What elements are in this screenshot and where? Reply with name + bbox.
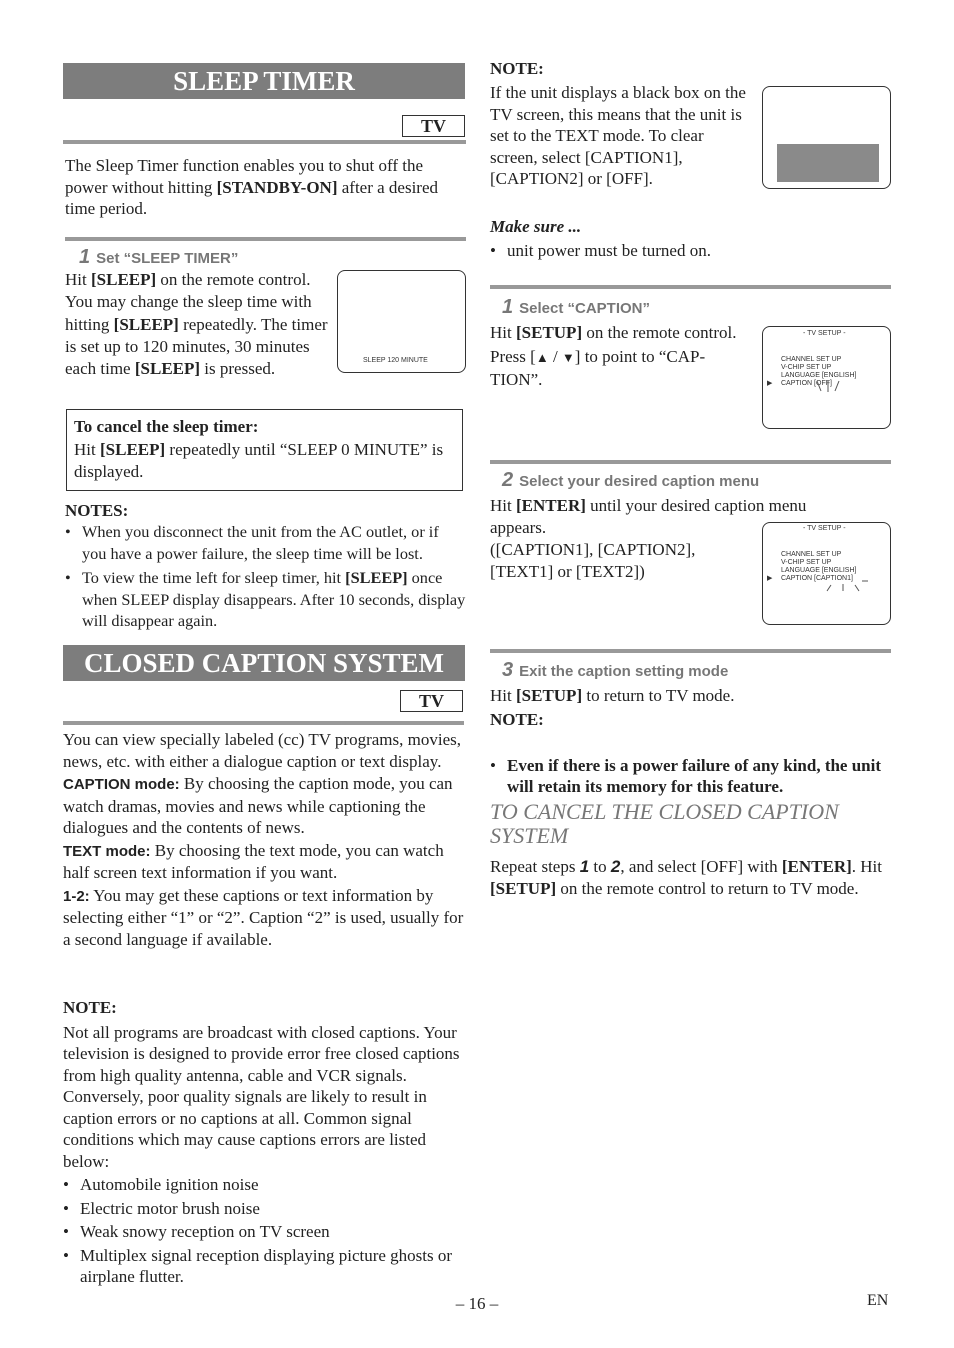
cc-body xyxy=(63,729,465,950)
cc-1-2: 1-2: You may get these captions or text information by selecting either “1” or “2”. Caption “2” is used, usually for a second language if available. xyxy=(63,885,464,949)
page-number: – 16 – xyxy=(455,1294,499,1313)
cc-bullet: • Multiplex signal reception displaying picture ghosts or airplane flutter. xyxy=(63,1245,465,1288)
cc-step2-text-a: Hit [ENTER] until your desired caption menu appears. xyxy=(490,496,807,537)
blink-marks-icon xyxy=(823,577,869,593)
divider xyxy=(65,237,466,241)
sleep-step1-title: 1 Set “SLEEP TIMER” xyxy=(79,246,239,268)
sleep-note-2: • To view the time left for sleep timer, hit [SLEEP] once when SLEEP display disappears. After 10 seconds, display will disappear again. xyxy=(65,567,467,632)
cancel-sleep-title: To cancel the sleep timer: xyxy=(74,417,259,436)
sleep-screen-text: SLEEP 120 MINUTE xyxy=(363,357,428,364)
menu-item-selected: CAPTION [OFF] xyxy=(781,380,832,387)
closed-caption-title: CLOSED CAPTION SYSTEM xyxy=(63,645,465,681)
cc-note-title: NOTE: xyxy=(63,998,117,1017)
black-box-illustration xyxy=(777,144,879,182)
sleep-timer-title: SLEEP TIMER xyxy=(63,63,465,99)
cc-caption-mode: CAPTION mode: By choosing the caption mode, you can watch dramas, movies and news while captioning the dialogues and the contents of news. xyxy=(63,774,453,837)
make-sure-item: • unit power must be turned on. xyxy=(490,240,887,262)
make-sure-title: Make sure ... xyxy=(490,217,582,236)
cancel-cc-text: Repeat steps 1 to 2, and select [OFF] with [ENTER]. Hit [SETUP] on the remote control to return to TV mode. xyxy=(490,857,882,898)
cc-step1-text-b: Press [▲ / ▼] to point to “CAP-TION”. xyxy=(490,347,706,389)
sleep-notes-title: NOTES: xyxy=(65,501,129,520)
cancel-sleep-text: Hit [SLEEP] repeatedly until “SLEEP 0 MINUTE” is displayed. xyxy=(74,439,444,481)
cc-note xyxy=(63,997,465,1288)
sleep-screen xyxy=(337,270,466,373)
cc-bullet: • Weak snowy reception on TV screen xyxy=(63,1221,465,1243)
cc-intro: You can view specially labeled (cc) TV programs, movies, news, etc. with either a dialogue caption or text display. xyxy=(63,730,461,771)
cc-tv-label: TV xyxy=(400,690,463,712)
cc-step3-note: • Even if there is a power failure of any kind, the unit will retain its memory for this feature. xyxy=(490,755,902,798)
menu-header: - TV SETUP - xyxy=(803,525,846,532)
black-box-screen xyxy=(762,86,891,189)
cancel-sleep-box xyxy=(66,409,463,491)
cc-note-bullets xyxy=(63,1174,465,1288)
caption-menu-screen-2 xyxy=(762,522,891,625)
cc-step1-text-a: Hit [SETUP] on the remote control. xyxy=(490,323,737,342)
cc-step3-title: 3 Exit the caption setting mode xyxy=(502,659,729,681)
cc-step1-title: 1 Select “CAPTION” xyxy=(502,296,650,318)
cc-bullet: • Electric motor brush noise xyxy=(63,1198,465,1220)
menu-item: V-CHIP SET UP xyxy=(781,559,832,566)
menu-item: CHANNEL SET UP xyxy=(781,356,842,363)
divider xyxy=(63,721,464,725)
cc-step3-note-title: NOTE: xyxy=(490,710,544,729)
sleep-step1-text: Hit [SLEEP] on the remote control. You may change the sleep time with hitting [SLEEP] repeatedly. The timer is set up to 120 minutes, 30 minutes each time [SLEEP] is pressed. xyxy=(65,270,328,379)
right-note-title: NOTE: xyxy=(490,59,544,78)
right-note-text: If the unit displays a black box on the TV screen, this means that the unit is set to the TEXT mode. To clear screen, select [CAPTION1], [CAPTION2] or [OFF]. xyxy=(490,83,746,188)
cancel-cc-heading: TO CANCEL THE CLOSED CAPTION SYSTEM xyxy=(490,799,839,848)
cc-text-mode: TEXT mode: By choosing the text mode, you can watch half screen text information if you want. xyxy=(63,840,444,882)
blink-marks-icon xyxy=(813,379,843,395)
menu-item-selected: CAPTION [CAPTION1] xyxy=(781,575,853,582)
menu-item: LANGUAGE [ENGLISH] xyxy=(781,567,857,574)
menu-item: V-CHIP SET UP xyxy=(781,364,832,371)
divider xyxy=(490,649,891,653)
menu-header: - TV SETUP - xyxy=(803,330,846,337)
cc-step2-text-b: ([CAPTION1], [CAPTION2], [TEXT1] or [TEXT2]) xyxy=(490,540,696,581)
divider xyxy=(490,460,891,464)
cc-step2-title: 2 Select your desired caption menu xyxy=(502,469,760,491)
cc-note-text: Not all programs are broadcast with closed captions. Your television is designed to provide error free closed captions from high quality antenna, cable and VCR signals. Conversely, poor quality signals are likely to result in caption errors or no captions at all. Common signal conditions which may cause captions errors are listed below: xyxy=(63,1022,460,1171)
sleep-intro: The Sleep Timer function enables you to shut off the power without hitting [STANDBY-ON] after a desired time period. xyxy=(65,156,439,218)
sleep-notes-list xyxy=(65,521,467,632)
sleep-tv-label: TV xyxy=(402,115,465,137)
sleep-note-1: • When you disconnect the unit from the AC outlet, or if you have a power failure, the sleep time will be lost. xyxy=(65,521,467,564)
menu-item: CHANNEL SET UP xyxy=(781,551,842,558)
divider xyxy=(63,140,466,144)
menu-item: LANGUAGE [ENGLISH] xyxy=(781,372,857,379)
cc-bullet: • Automobile ignition noise xyxy=(63,1174,465,1196)
menu-cursor-icon: ▶ xyxy=(767,380,773,387)
menu-cursor-icon: ▶ xyxy=(767,575,773,582)
caption-menu-screen-1 xyxy=(762,326,891,429)
divider xyxy=(490,285,891,289)
cc-step3-text: Hit [SETUP] to return to TV mode. xyxy=(490,686,735,705)
language-code: EN xyxy=(867,1292,889,1309)
